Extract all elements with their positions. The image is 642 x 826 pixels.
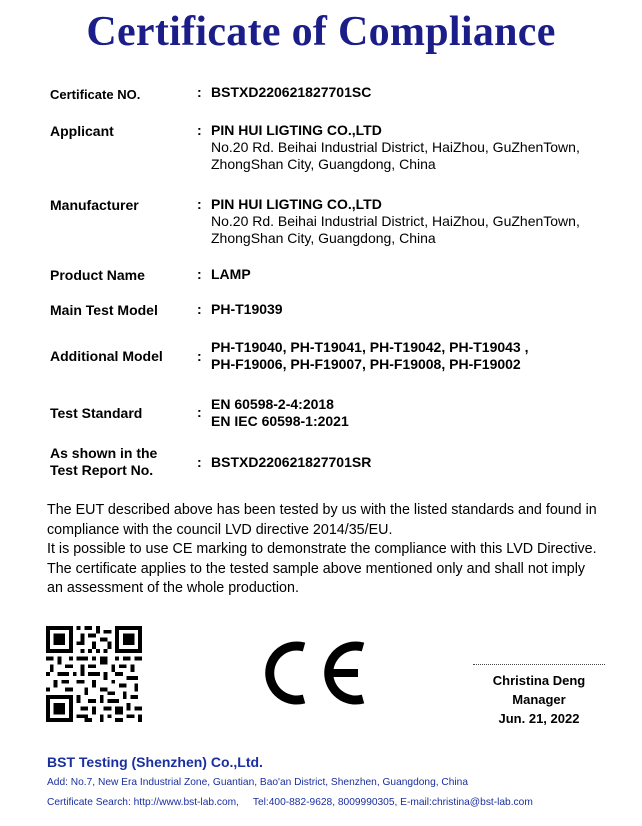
certificate-no-value: BSTXD220621827701SC: [211, 84, 372, 100]
additional-model-value: [211, 339, 529, 373]
manufacturer-label: Manufacturer: [50, 197, 139, 213]
test-standard-value: [211, 396, 349, 430]
test-report-value: BSTXD220621827701SR: [211, 454, 372, 470]
applicant-address-line1: No.20 Rd. Beihai Industrial District, HaiZhou, GuZhenTown,: [211, 139, 580, 155]
signature-block: [473, 664, 605, 728]
statement-line: The certificate applies to the tested sample above mentioned only and shall not imply: [47, 560, 586, 577]
footer-contact[interactable]: Certificate Search: http://www.bst-lab.com, Tel:400-882-9628, 8009990305, E-mail:christina@bst-lab.com: [47, 797, 533, 808]
ce-mark-icon: [262, 637, 366, 709]
test-standard-label: Test Standard: [50, 405, 143, 421]
qr-code-icon[interactable]: [46, 626, 142, 722]
applicant-address-line2: ZhongShan City, Guangdong, China: [211, 156, 436, 172]
main-test-model-value: PH-T19039: [211, 301, 283, 317]
applicant-value: [211, 122, 580, 173]
certificate-title: Certificate of Compliance: [86, 9, 556, 55]
certificate-no-label: Certificate NO.: [50, 87, 141, 102]
test-standard-line1: EN 60598-2-4:2018: [211, 396, 334, 412]
signer-name: Christina Deng: [492, 673, 586, 688]
product-name-value: LAMP: [211, 266, 251, 282]
test-standard-line2: EN IEC 60598-1:2021: [211, 413, 349, 429]
colon: :: [197, 454, 202, 470]
statement-line: an assessment of the whole production.: [47, 580, 299, 596]
manufacturer-address-line1: No.20 Rd. Beihai Industrial District, HaiZhou, GuZhenTown,: [211, 213, 580, 229]
statement-line: It is possible to use CE marking to demonstrate the compliance with this LVD Directive.: [47, 541, 597, 557]
additional-model-line1: PH-T19040, PH-T19041, PH-T19042, PH-T19043 ,: [211, 339, 529, 355]
signer-title: Manager: [512, 692, 566, 707]
statement-line: compliance with the council LVD directive 2014/35/EU.: [47, 521, 393, 538]
colon: :: [197, 404, 202, 420]
manufacturer-name: PIN HUI LIGTING CO.,LTD: [211, 196, 382, 212]
colon: :: [197, 266, 202, 282]
main-test-model-label: Main Test Model: [50, 302, 158, 318]
compliance-statement: [47, 501, 622, 599]
signature-line: [473, 664, 605, 665]
colon: :: [197, 196, 202, 212]
colon: :: [197, 84, 202, 100]
additional-model-label: Additional Model: [50, 348, 163, 364]
colon: :: [197, 122, 202, 138]
test-report-label: As shown in the Test Report No.: [50, 445, 158, 478]
statement-line: The EUT described above has been tested by us with the listed standards and found in: [47, 502, 597, 518]
applicant-label: Applicant: [50, 123, 114, 139]
colon: :: [197, 348, 202, 364]
additional-model-line2: PH-F19006, PH-F19007, PH-F19008, PH-F19002: [211, 356, 521, 372]
product-name-label: Product Name: [50, 267, 145, 283]
footer-company: BST Testing (Shenzhen) Co.,Ltd.: [47, 754, 263, 770]
manufacturer-value: [211, 196, 580, 247]
signature-date: Jun. 21, 2022: [498, 711, 580, 726]
applicant-name: PIN HUI LIGTING CO.,LTD: [211, 122, 382, 138]
footer-address: Add: No.7, New Era Industrial Zone, Guantian, Bao'an District, Shenzhen, Guangdong, China: [47, 777, 469, 788]
manufacturer-address-line2: ZhongShan City, Guangdong, China: [211, 230, 436, 246]
colon: :: [197, 301, 202, 317]
